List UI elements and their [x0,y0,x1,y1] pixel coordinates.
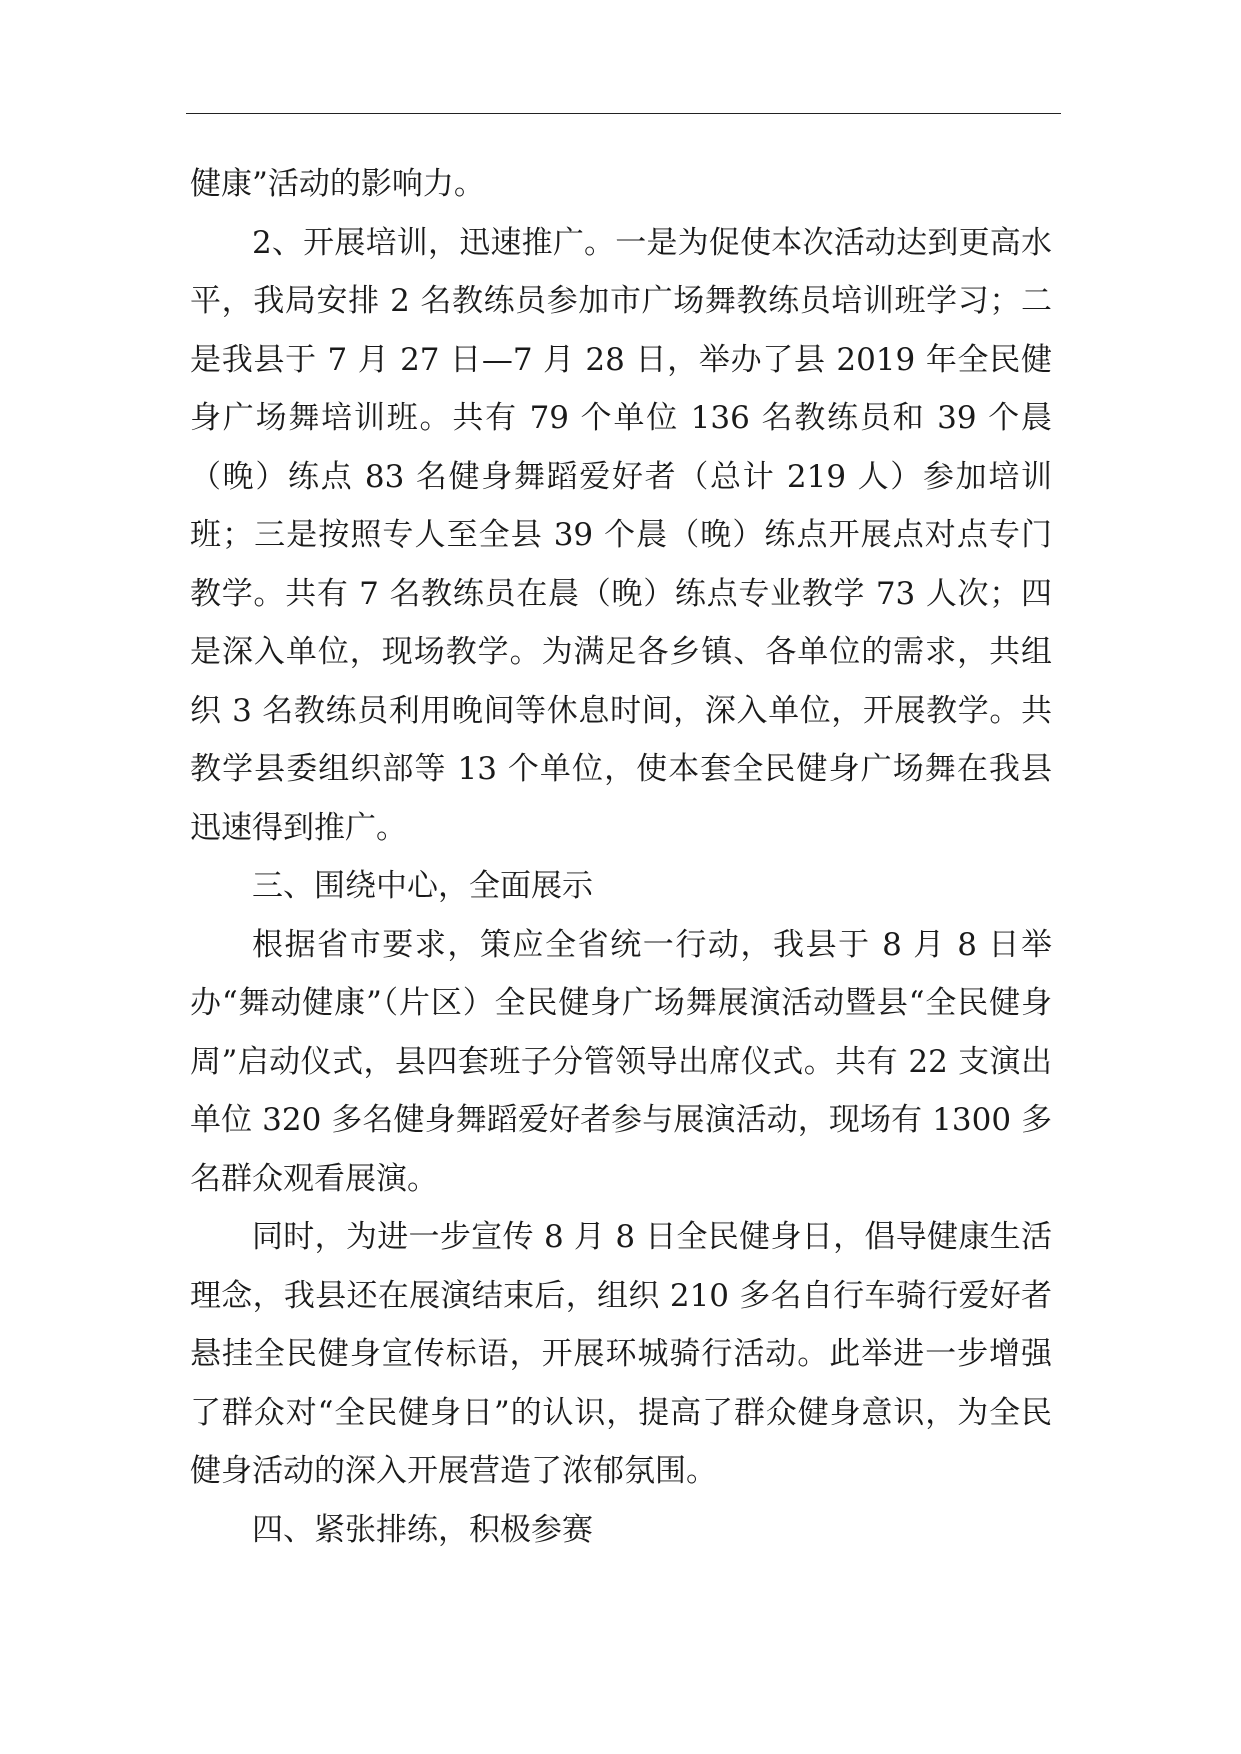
section-heading-four: 四、紧张排练，积极参赛 [252,1511,593,1548]
section-heading-three: 三、围绕中心，全面展示 [252,868,593,904]
paragraph-cycling: 同时，为进一步宣传 8 月 8 日全民健身日，倡导健康生活理念，我县还在展演结束后，组织 210 多名自行车骑行爱好者悬挂全民健身宣传标语，开展环城骑行活动。此举进一步增强了群众对“全民健身日”的认识，提高了群众健身意识，为全民健身活动的深入开展营造了浓郁氛围。 [190,1219,1052,1489]
paragraph-training: 2、开展培训，迅速推广。一是为促使本次活动达到更高水平，我局安排 2 名教练员参加市广场舞教练员培训班学习；二是我县于 7 月 27 日—7 月 28 日，举办了县 2019 年全民健身广场舞培训班。共有 79 个单位 136 名教练员和 39 个晨（晚）练点 83 名健身舞蹈爱好者（总计 219 人）参加培训班；三是按照专人至全县 39 个晨（晚）练点开展点对点专门教学。共有 7 名教练员在晨（晚）练点专业教学 73 人次；四是深入单位，现场教学。为满足各乡镇、各单位的需求，共组织 3 名教练员利用晚间等休息时间，深入单位，开展教学。共教学县委组织部等 13 个单位，使本套全民健身广场舞在我县迅速得到推广。 [190,224,1052,846]
paragraph-continuation: 健康”活动的影响力。 [190,166,485,202]
header-rule [186,113,1061,114]
paragraph-showcase: 根据省市要求，策应全省统一行动，我县于 8 月 8 日举办“舞动健康”（片区）全民健身广场舞展演活动暨县“全民健身周”启动仪式，县四套班子分管领导出席仪式。共有 22 支演出单位 320 多名健身舞蹈爱好者参与展演活动，现场有 1300 多名群众观看展演。 [190,926,1052,1197]
body-text [190,155,1052,1559]
